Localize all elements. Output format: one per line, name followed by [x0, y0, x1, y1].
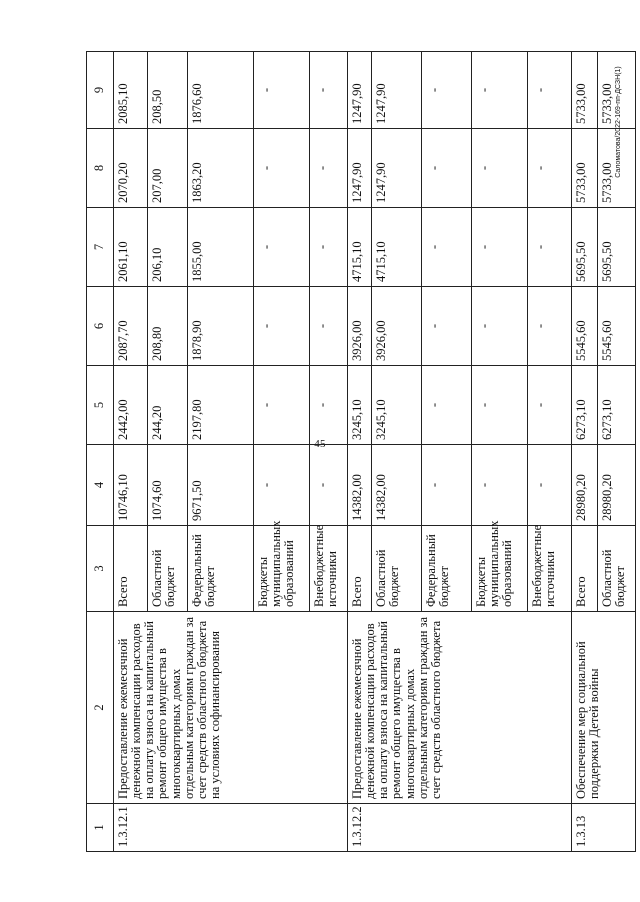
value-cell: 1247,90 — [372, 52, 422, 129]
row-description: Обеспечение мер социальной поддержки Детей войны — [572, 612, 636, 804]
value-cell: 1878,90 — [188, 287, 254, 366]
source-name: Всего — [572, 526, 598, 612]
value-cell: - — [422, 445, 472, 526]
source-name: Внебюджетные источники — [528, 526, 572, 612]
value-cell: 2087,70 — [114, 287, 148, 366]
budget-table — [86, 51, 636, 852]
value-cell: 2085,10 — [114, 52, 148, 129]
table-row — [348, 52, 372, 852]
value-cell: 5733,00 — [598, 129, 636, 208]
value-cell: - — [254, 445, 310, 526]
value-cell: 14382,00 — [372, 445, 422, 526]
value-cell: - — [422, 52, 472, 129]
row-description: Предоставление ежемесячной денежной компенсации расходов на оплату взноса на капитальный ремонт общего имущества в многоквартирных домах отдельным категориям граждан за счет средств областного бюджета на условиях софинансирования — [114, 612, 348, 804]
value-cell: - — [310, 366, 348, 445]
source-name: Федеральный бюджет — [188, 526, 254, 612]
source-name: Федеральный бюджет — [422, 526, 472, 612]
value-cell: 1247,90 — [372, 129, 422, 208]
value-cell: - — [472, 129, 528, 208]
value-cell: 207,00 — [148, 129, 188, 208]
value-cell: 3245,10 — [348, 366, 372, 445]
header-cell: 3 — [87, 526, 114, 612]
value-cell: 14382,00 — [348, 445, 372, 526]
value-cell: 1247,90 — [348, 52, 372, 129]
value-cell: 28980,20 — [598, 445, 636, 526]
value-cell: 3926,00 — [348, 287, 372, 366]
value-cell: - — [528, 445, 572, 526]
value-cell: - — [422, 208, 472, 287]
value-cell: 208,50 — [148, 52, 188, 129]
header-cell: 6 — [87, 287, 114, 366]
value-cell: - — [528, 366, 572, 445]
table-row — [572, 52, 598, 852]
source-name: Областной бюджет — [148, 526, 188, 612]
source-name: Бюджеты муниципальных образований — [254, 526, 310, 612]
header-cell: 5 — [87, 366, 114, 445]
value-cell: 3926,00 — [372, 287, 422, 366]
value-cell: 2442,00 — [114, 366, 148, 445]
value-cell: 2070,20 — [114, 129, 148, 208]
header-cell: 9 — [87, 52, 114, 129]
header-cell: 7 — [87, 208, 114, 287]
value-cell: 28980,20 — [572, 445, 598, 526]
value-cell: - — [472, 287, 528, 366]
value-cell: - — [422, 129, 472, 208]
value-cell: - — [254, 52, 310, 129]
value-cell: - — [528, 129, 572, 208]
value-cell: 206,10 — [148, 208, 188, 287]
value-cell: 5733,00 — [572, 129, 598, 208]
value-cell: - — [472, 208, 528, 287]
source-name: Всего — [348, 526, 372, 612]
value-cell: 1855,00 — [188, 208, 254, 287]
value-cell: 1876,60 — [188, 52, 254, 129]
source-name: Областной бюджет — [598, 526, 636, 612]
footer-code: Саломатова/2022-169-пп-ДСЗН(1) — [615, 66, 622, 178]
value-cell: 9671,50 — [188, 445, 254, 526]
value-cell: - — [310, 52, 348, 129]
value-cell: - — [528, 52, 572, 129]
value-cell: - — [254, 208, 310, 287]
source-name: Бюджеты муниципальных образований — [472, 526, 528, 612]
value-cell: 2061,10 — [114, 208, 148, 287]
value-cell: 6273,10 — [598, 366, 636, 445]
table-row — [114, 52, 148, 852]
source-name: Всего — [114, 526, 148, 612]
row-code: 1.3.12.1 — [114, 804, 348, 852]
value-cell: 10746,10 — [114, 445, 148, 526]
row-code: 1.3.13 — [572, 804, 636, 852]
value-cell: - — [528, 287, 572, 366]
value-cell: - — [472, 445, 528, 526]
value-cell: 5733,00 — [572, 52, 598, 129]
value-cell: - — [310, 445, 348, 526]
value-cell: 5545,60 — [598, 287, 636, 366]
value-cell: - — [254, 287, 310, 366]
value-cell: - — [422, 287, 472, 366]
value-cell: 1863,20 — [188, 129, 254, 208]
header-row — [87, 52, 114, 852]
value-cell: 5695,50 — [572, 208, 598, 287]
value-cell: 208,80 — [148, 287, 188, 366]
value-cell: - — [310, 287, 348, 366]
value-cell: - — [254, 366, 310, 445]
value-cell: 6273,10 — [572, 366, 598, 445]
value-cell: 5545,60 — [572, 287, 598, 366]
value-cell: 3245,10 — [372, 366, 422, 445]
page-number: 45 — [314, 438, 326, 450]
value-cell: 5733,00 — [598, 52, 636, 129]
source-name: Областной бюджет — [372, 526, 422, 612]
header-cell: 8 — [87, 129, 114, 208]
value-cell: - — [472, 52, 528, 129]
value-cell: - — [310, 208, 348, 287]
header-cell: 4 — [87, 445, 114, 526]
row-description: Предоставление ежемесячной денежной компенсации расходов на оплату взноса на капитальный ремонт общего имущества в многоквартирных домах отдельным категориям граждан за счет средств областного бюджета — [348, 612, 572, 804]
value-cell: - — [472, 366, 528, 445]
value-cell: 1074,60 — [148, 445, 188, 526]
value-cell: 244,20 — [148, 366, 188, 445]
value-cell: 2197,80 — [188, 366, 254, 445]
value-cell: 4715,10 — [348, 208, 372, 287]
value-cell: 5695,50 — [598, 208, 636, 287]
value-cell: - — [528, 208, 572, 287]
value-cell: - — [254, 129, 310, 208]
row-code: 1.3.12.2 — [348, 804, 572, 852]
value-cell: 4715,10 — [372, 208, 422, 287]
value-cell: - — [422, 366, 472, 445]
header-cell: 2 — [87, 612, 114, 804]
source-name: Внебюджетные источники — [310, 526, 348, 612]
value-cell: 1247,90 — [348, 129, 372, 208]
value-cell: - — [310, 129, 348, 208]
header-cell: 1 — [87, 804, 114, 852]
